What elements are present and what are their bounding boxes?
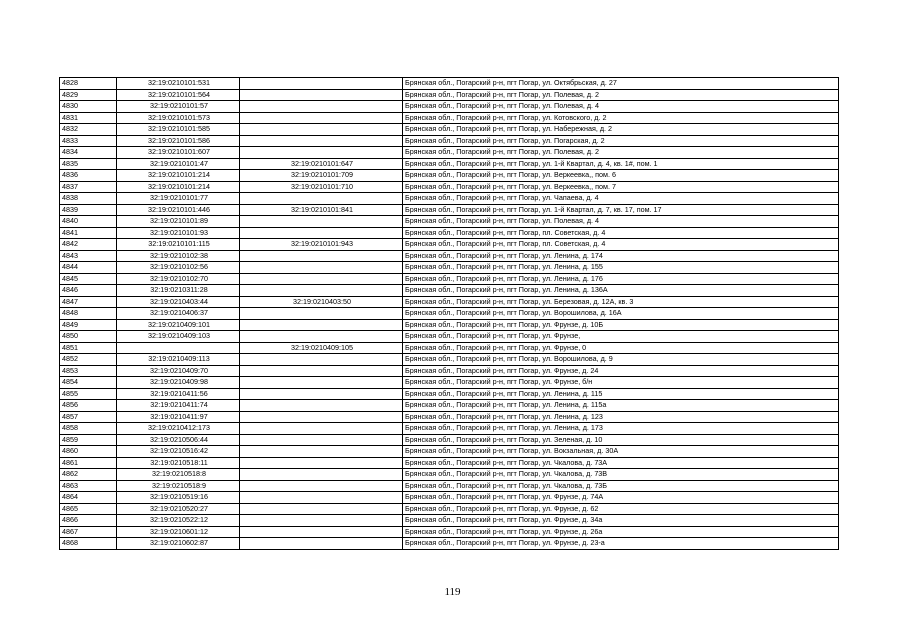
cadastral-number-cell: 32:19:0210101:573 — [117, 112, 240, 124]
row-number-cell: 4837 — [60, 181, 117, 193]
row-number-cell: 4845 — [60, 273, 117, 285]
address-cell: Брянская обл., Погарский р-н, пгт Погар, ул. Березовая, д. 12А, кв. 3 — [403, 296, 839, 308]
table-row — [60, 400, 839, 412]
page-number: 119 — [444, 586, 461, 598]
table-row — [60, 124, 839, 136]
cadastral-number-cell: 32:19:0210601:12 — [117, 526, 240, 538]
cadastral-number-cell — [117, 342, 240, 354]
address-cell: Брянская обл., Погарский р-н, пгт Погар, ул. Ленина, д. 174 — [403, 250, 839, 262]
address-cell: Брянская обл., Погарский р-н, пгт Погар, ул. Фрунзе, д. 34а — [403, 515, 839, 527]
table-row — [60, 262, 839, 274]
cadastral-number-cell: 32:19:0210409:98 — [117, 377, 240, 389]
address-cell: Брянская обл., Погарский р-н, пгт Погар, ул. Фрунзе, — [403, 331, 839, 343]
linked-cadastral-number-cell: 32:19:0210101:709 — [240, 170, 403, 182]
linked-cadastral-number-cell — [240, 193, 403, 205]
address-cell: Брянская обл., Погарский р-н, пгт Погар, ул. Ленина, д. 115 — [403, 388, 839, 400]
table-row — [60, 273, 839, 285]
cadastral-number-cell: 32:19:0210101:89 — [117, 216, 240, 228]
row-number-cell: 4854 — [60, 377, 117, 389]
cadastral-number-cell: 32:19:0210519:16 — [117, 492, 240, 504]
table-row — [60, 170, 839, 182]
table-row — [60, 388, 839, 400]
linked-cadastral-number-cell — [240, 147, 403, 159]
linked-cadastral-number-cell — [240, 423, 403, 435]
linked-cadastral-number-cell — [240, 400, 403, 412]
linked-cadastral-number-cell: 32:19:0210101:647 — [240, 158, 403, 170]
linked-cadastral-number-cell — [240, 216, 403, 228]
table-row — [60, 469, 839, 481]
cadastral-number-cell: 32:19:0210602:87 — [117, 538, 240, 550]
cadastral-number-cell: 32:19:0210403:44 — [117, 296, 240, 308]
linked-cadastral-number-cell — [240, 285, 403, 297]
address-cell: Брянская обл., Погарский р-н, пгт Погар, ул. Фрунзе, б/н — [403, 377, 839, 389]
address-cell: Брянская обл., Погарский р-н, пгт Погар, ул. Ленина, д. 123 — [403, 411, 839, 423]
row-number-cell: 4863 — [60, 480, 117, 492]
table-row — [60, 216, 839, 228]
cadastral-number-cell: 32:19:0210406:37 — [117, 308, 240, 320]
table-row — [60, 446, 839, 458]
row-number-cell: 4862 — [60, 469, 117, 481]
linked-cadastral-number-cell — [240, 377, 403, 389]
address-cell: Брянская обл., Погарский р-н, пгт Погар, ул. Зеленая, д. 10 — [403, 434, 839, 446]
cadastral-number-cell: 32:19:0210101:531 — [117, 78, 240, 90]
address-cell: Брянская обл., Погарский р-н, пгт Погар, ул. Полевая, д. 2 — [403, 147, 839, 159]
table-row — [60, 457, 839, 469]
address-cell: Брянская обл., Погарский р-н, пгт Погар, ул. Полевая, д. 4 — [403, 101, 839, 113]
table-row — [60, 308, 839, 320]
linked-cadastral-number-cell — [240, 262, 403, 274]
registry-table-body — [60, 78, 839, 550]
cadastral-number-cell: 32:19:0210101:214 — [117, 181, 240, 193]
linked-cadastral-number-cell — [240, 319, 403, 331]
table-row — [60, 135, 839, 147]
linked-cadastral-number-cell — [240, 101, 403, 113]
linked-cadastral-number-cell: 32:19:0210101:943 — [240, 239, 403, 251]
linked-cadastral-number-cell — [240, 503, 403, 515]
linked-cadastral-number-cell — [240, 411, 403, 423]
linked-cadastral-number-cell — [240, 227, 403, 239]
cadastral-number-cell: 32:19:0210518:9 — [117, 480, 240, 492]
address-cell: Брянская обл., Погарский р-н, пгт Погар, пл. Советская, д. 4 — [403, 239, 839, 251]
address-cell: Брянская обл., Погарский р-н, пгт Погар, ул. Ленина, д. 176 — [403, 273, 839, 285]
table-row — [60, 526, 839, 538]
linked-cadastral-number-cell — [240, 480, 403, 492]
cadastral-number-cell: 32:19:0210409:113 — [117, 354, 240, 366]
linked-cadastral-number-cell — [240, 538, 403, 550]
row-number-cell: 4865 — [60, 503, 117, 515]
address-cell: Брянская обл., Погарский р-н, пгт Погар, ул. Фрунзе, д. 23-а — [403, 538, 839, 550]
cadastral-number-cell: 32:19:0210101:564 — [117, 89, 240, 101]
row-number-cell: 4864 — [60, 492, 117, 504]
table-row — [60, 492, 839, 504]
linked-cadastral-number-cell — [240, 365, 403, 377]
row-number-cell: 4836 — [60, 170, 117, 182]
address-cell: Брянская обл., Погарский р-н, пгт Погар, ул. Набережная, д. 2 — [403, 124, 839, 136]
row-number-cell: 4857 — [60, 411, 117, 423]
cadastral-number-cell: 32:19:0210101:585 — [117, 124, 240, 136]
row-number-cell: 4850 — [60, 331, 117, 343]
address-cell: Брянская обл., Погарский р-н, пгт Погар, ул. Фрунзе, д. 24 — [403, 365, 839, 377]
cadastral-number-cell: 32:19:0210411:56 — [117, 388, 240, 400]
linked-cadastral-number-cell — [240, 124, 403, 136]
cadastral-number-cell: 32:19:0210411:74 — [117, 400, 240, 412]
row-number-cell: 4832 — [60, 124, 117, 136]
linked-cadastral-number-cell — [240, 78, 403, 90]
row-number-cell: 4856 — [60, 400, 117, 412]
table-row — [60, 78, 839, 90]
linked-cadastral-number-cell: 32:19:0210409:105 — [240, 342, 403, 354]
linked-cadastral-number-cell — [240, 492, 403, 504]
row-number-cell: 4830 — [60, 101, 117, 113]
row-number-cell: 4852 — [60, 354, 117, 366]
row-number-cell: 4859 — [60, 434, 117, 446]
cadastral-number-cell: 32:19:0210101:115 — [117, 239, 240, 251]
table-row — [60, 538, 839, 550]
row-number-cell: 4838 — [60, 193, 117, 205]
table-row — [60, 227, 839, 239]
table-row — [60, 147, 839, 159]
row-number-cell: 4858 — [60, 423, 117, 435]
linked-cadastral-number-cell — [240, 250, 403, 262]
address-cell: Брянская обл., Погарский р-н, пгт Погар, ул. Ленина, д. 173 — [403, 423, 839, 435]
table-row — [60, 515, 839, 527]
table-row — [60, 89, 839, 101]
address-cell: Брянская обл., Погарский р-н, пгт Погар, ул. Октябрьская, д. 27 — [403, 78, 839, 90]
table-row — [60, 158, 839, 170]
cadastral-number-cell: 32:19:0210411:97 — [117, 411, 240, 423]
linked-cadastral-number-cell — [240, 135, 403, 147]
linked-cadastral-number-cell — [240, 354, 403, 366]
cadastral-number-cell: 32:19:0210520:27 — [117, 503, 240, 515]
row-number-cell: 4828 — [60, 78, 117, 90]
cadastral-number-cell: 32:19:0210409:101 — [117, 319, 240, 331]
table-row — [60, 239, 839, 251]
linked-cadastral-number-cell — [240, 89, 403, 101]
cadastral-number-cell: 32:19:0210102:38 — [117, 250, 240, 262]
cadastral-number-cell: 32:19:0210522:12 — [117, 515, 240, 527]
registry-table — [59, 77, 839, 550]
cadastral-number-cell: 32:19:0210101:93 — [117, 227, 240, 239]
table-row — [60, 285, 839, 297]
address-cell: Брянская обл., Погарский р-н, пгт Погар, ул. Ленина, д. 155 — [403, 262, 839, 274]
address-cell: Брянская обл., Погарский р-н, пгт Погар, ул. Чапаева, д. 4 — [403, 193, 839, 205]
row-number-cell: 4867 — [60, 526, 117, 538]
address-cell: Брянская обл., Погарский р-н, пгт Погар, ул. Вокзальная, д. 30А — [403, 446, 839, 458]
address-cell: Брянская обл., Погарский р-н, пгт Погар, ул. Погарская, д. 2 — [403, 135, 839, 147]
linked-cadastral-number-cell: 32:19:0210403:50 — [240, 296, 403, 308]
table-row — [60, 411, 839, 423]
cadastral-number-cell: 32:19:0210409:70 — [117, 365, 240, 377]
row-number-cell: 4860 — [60, 446, 117, 458]
cadastral-number-cell: 32:19:0210101:586 — [117, 135, 240, 147]
address-cell: Брянская обл., Погарский р-н, пгт Погар, ул. Фрунзе, д. 10Б — [403, 319, 839, 331]
row-number-cell: 4846 — [60, 285, 117, 297]
table-row — [60, 319, 839, 331]
row-number-cell: 4844 — [60, 262, 117, 274]
address-cell: Брянская обл., Погарский р-н, пгт Погар, ул. Ворошилова, д. 16А — [403, 308, 839, 320]
address-cell: Брянская обл., Погарский р-н, пгт Погар, ул. Фрунзе, 0 — [403, 342, 839, 354]
row-number-cell: 4853 — [60, 365, 117, 377]
address-cell: Брянская обл., Погарский р-н, пгт Погар, ул. Фрунзе, д. 74А — [403, 492, 839, 504]
table-row — [60, 342, 839, 354]
cadastral-number-cell: 32:19:0210101:57 — [117, 101, 240, 113]
row-number-cell: 4868 — [60, 538, 117, 550]
address-cell: Брянская обл., Погарский р-н, пгт Погар, ул. Полевая, д. 2 — [403, 89, 839, 101]
table-row — [60, 181, 839, 193]
row-number-cell: 4843 — [60, 250, 117, 262]
table-row — [60, 354, 839, 366]
cadastral-number-cell: 32:19:0210518:8 — [117, 469, 240, 481]
address-cell: Брянская обл., Погарский р-н, пгт Погар, ул. Ленина, д. 136А — [403, 285, 839, 297]
address-cell: Брянская обл., Погарский р-н, пгт Погар, ул. Веркеевка,, пом. 7 — [403, 181, 839, 193]
cadastral-number-cell: 32:19:0210101:607 — [117, 147, 240, 159]
row-number-cell: 4842 — [60, 239, 117, 251]
linked-cadastral-number-cell — [240, 331, 403, 343]
address-cell: Брянская обл., Погарский р-н, пгт Погар, ул. Котовского, д. 2 — [403, 112, 839, 124]
cadastral-number-cell: 32:19:0210102:56 — [117, 262, 240, 274]
table-row — [60, 296, 839, 308]
linked-cadastral-number-cell: 32:19:0210101:710 — [240, 181, 403, 193]
address-cell: Брянская обл., Погарский р-н, пгт Погар, ул. 1-й Квартал, д. 4, кв. 1#, пом. 1 — [403, 158, 839, 170]
table-row — [60, 101, 839, 113]
row-number-cell: 4831 — [60, 112, 117, 124]
table-row — [60, 331, 839, 343]
cadastral-number-cell: 32:19:0210516:42 — [117, 446, 240, 458]
table-row — [60, 423, 839, 435]
table-row — [60, 250, 839, 262]
address-cell: Брянская обл., Погарский р-н, пгт Погар, ул. Полевая, д. 4 — [403, 216, 839, 228]
row-number-cell: 4829 — [60, 89, 117, 101]
address-cell: Брянская обл., Погарский р-н, пгт Погар, пл. Советская, д. 4 — [403, 227, 839, 239]
row-number-cell: 4840 — [60, 216, 117, 228]
address-cell: Брянская обл., Погарский р-н, пгт Погар, ул. Чкалова, д. 73А — [403, 457, 839, 469]
linked-cadastral-number-cell — [240, 469, 403, 481]
address-cell: Брянская обл., Погарский р-н, пгт Погар, ул. Чкалова, д. 73В — [403, 469, 839, 481]
cadastral-number-cell: 32:19:0210506:44 — [117, 434, 240, 446]
table-row — [60, 365, 839, 377]
address-cell: Брянская обл., Погарский р-н, пгт Погар, ул. Веркеевка,, пом. 6 — [403, 170, 839, 182]
cadastral-number-cell: 32:19:0210412:173 — [117, 423, 240, 435]
table-row — [60, 377, 839, 389]
row-number-cell: 4847 — [60, 296, 117, 308]
table-row — [60, 193, 839, 205]
row-number-cell: 4841 — [60, 227, 117, 239]
cadastral-number-cell: 32:19:0210102:70 — [117, 273, 240, 285]
table-row — [60, 204, 839, 216]
cadastral-number-cell: 32:19:0210101:214 — [117, 170, 240, 182]
table-row — [60, 434, 839, 446]
address-cell: Брянская обл., Погарский р-н, пгт Погар, ул. Ленина, д. 115а — [403, 400, 839, 412]
cadastral-number-cell: 32:19:0210101:47 — [117, 158, 240, 170]
row-number-cell: 4855 — [60, 388, 117, 400]
row-number-cell: 4849 — [60, 319, 117, 331]
row-number-cell: 4839 — [60, 204, 117, 216]
linked-cadastral-number-cell — [240, 388, 403, 400]
row-number-cell: 4851 — [60, 342, 117, 354]
table-row — [60, 480, 839, 492]
linked-cadastral-number-cell — [240, 112, 403, 124]
linked-cadastral-number-cell — [240, 434, 403, 446]
table-row — [60, 503, 839, 515]
cadastral-number-cell: 32:19:0210101:446 — [117, 204, 240, 216]
address-cell: Брянская обл., Погарский р-н, пгт Погар, ул. Фрунзе, д. 26а — [403, 526, 839, 538]
row-number-cell: 4833 — [60, 135, 117, 147]
linked-cadastral-number-cell — [240, 308, 403, 320]
linked-cadastral-number-cell — [240, 273, 403, 285]
row-number-cell: 4861 — [60, 457, 117, 469]
cadastral-number-cell: 32:19:0210409:103 — [117, 331, 240, 343]
table-row — [60, 112, 839, 124]
linked-cadastral-number-cell — [240, 526, 403, 538]
row-number-cell: 4848 — [60, 308, 117, 320]
row-number-cell: 4866 — [60, 515, 117, 527]
cadastral-number-cell: 32:19:0210518:11 — [117, 457, 240, 469]
address-cell: Брянская обл., Погарский р-н, пгт Погар, ул. Чкалова, д. 73Б — [403, 480, 839, 492]
row-number-cell: 4835 — [60, 158, 117, 170]
linked-cadastral-number-cell — [240, 515, 403, 527]
linked-cadastral-number-cell: 32:19:0210101:841 — [240, 204, 403, 216]
cadastral-number-cell: 32:19:0210101:77 — [117, 193, 240, 205]
row-number-cell: 4834 — [60, 147, 117, 159]
address-cell: Брянская обл., Погарский р-н, пгт Погар, ул. Фрунзе, д. 62 — [403, 503, 839, 515]
address-cell: Брянская обл., Погарский р-н, пгт Погар, ул. 1-й Квартал, д. 7, кв. 17, пом. 17 — [403, 204, 839, 216]
address-cell: Брянская обл., Погарский р-н, пгт Погар, ул. Ворошилова, д. 9 — [403, 354, 839, 366]
cadastral-number-cell: 32:19:0210311:28 — [117, 285, 240, 297]
linked-cadastral-number-cell — [240, 457, 403, 469]
linked-cadastral-number-cell — [240, 446, 403, 458]
